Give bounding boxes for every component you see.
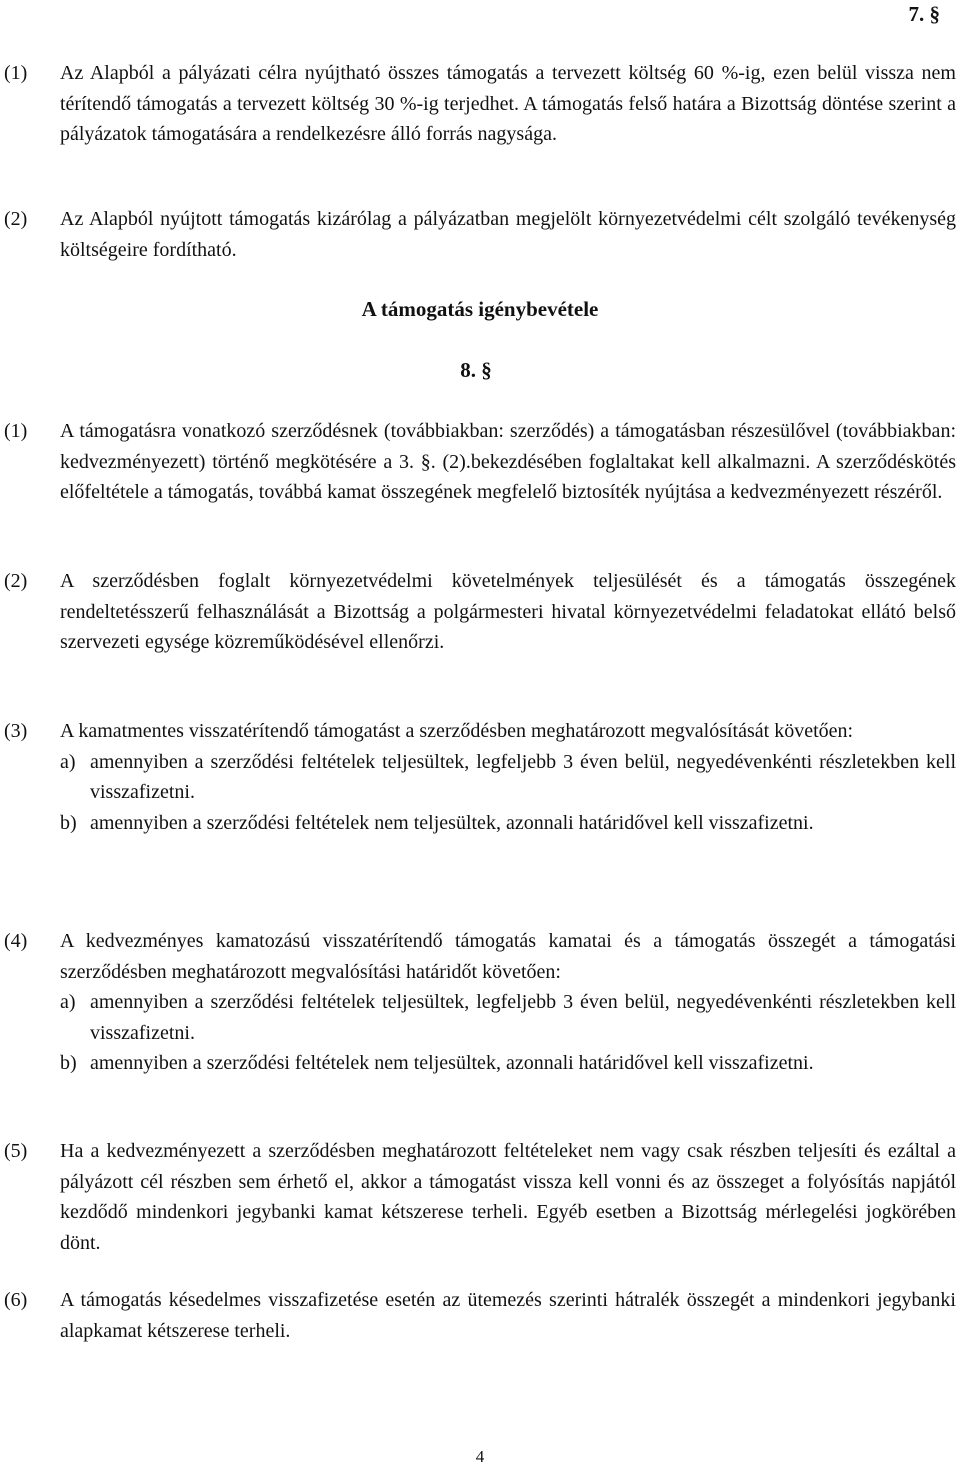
paragraph-8-3 — [4, 716, 956, 838]
subtitle: A támogatás igénybevétele — [361, 297, 599, 321]
list-item — [60, 808, 956, 839]
page-number: 4 — [475, 1447, 485, 1466]
paragraph-number: (1) — [4, 420, 28, 442]
paragraph-number: (1) — [4, 62, 28, 84]
paragraph-text: Az Alapból nyújtott támogatás kizárólag a pályázatban megjelölt környezetvédelmi célt szolgáló tevékenység költségeire fordítható. — [60, 208, 956, 261]
paragraph-text: A kedvezményes kamatozású visszatérítendő támogatás kamatai és a támogatás összegét a támogatási szerződésben meghatározott megvalósítási határidőt követően: — [60, 930, 956, 983]
paragraph-number: (2) — [4, 208, 28, 230]
paragraph-text: A kamatmentes visszatérítendő támogatást a szerződésben meghatározott megvalósítását követően: — [60, 720, 854, 742]
paragraph-8-5 — [4, 1136, 956, 1258]
paragraph-number: (6) — [4, 1289, 28, 1311]
paragraph-text: A szerződésben foglalt környezetvédelmi követelmények teljesülését és a támogatás összegének rendeltetésszerű felhasználását a Bizottság a polgármesteri hivatal környezetvédelmi feladatokat ellátó belső szervezeti egysége közreműködésével ellenőrzi. — [60, 570, 956, 653]
paragraph-8-2 — [4, 566, 956, 658]
paragraph-text: A támogatásra vonatkozó szerződésnek (továbbiakban: szerződés) a támogatásban részesülővel (továbbiakban: kedvezményezett) történő megkötésére a 3. §. (2).bekezdésében foglaltakat kell alkalmazni. A szerződéskötés előfeltétele a támogatás, továbbá kamat összegének megfelelő biztosíték nyújtása a kedvezményezett részéről. — [60, 420, 956, 503]
list-item-label: b) — [60, 1052, 77, 1074]
list-item-text: amennyiben a szerződési feltételek nem teljesültek, azonnali határidővel kell visszafizetni. — [90, 1052, 814, 1074]
list-item-label: a) — [60, 991, 76, 1013]
list-item — [60, 987, 956, 1048]
list-item — [60, 747, 956, 808]
list-item-label: a) — [60, 750, 76, 773]
list-item-label: b) — [60, 811, 77, 834]
list-item-text: amennyiben a szerződési feltételek nem teljesültek, azonnali határidővel kell visszafizetni. — [90, 811, 814, 834]
paragraph-text: Ha a kedvezményezett a szerződésben meghatározott feltételeket nem vagy csak részben teljesíti és ezáltal a pályázott cél részben sem érhető el, akkor a támogatást vissza kell vonni és az összeget a folyósítás napjától kezdődő mindenkori jegybanki kamat kétszerese terheli. Egyéb esetben a Bizottság mérlegelési jogkörében dönt. — [60, 1140, 956, 1254]
paragraph-text: Az Alapból a pályázati célra nyújtható összes támogatás a tervezett költség 60 %-ig, ezen belül vissza nem térítendő támogatás a tervezett költség 30 %-ig terjedhet. A támogatás felső határa a Bizottság döntése szerint a pályázatok támogatására a rendelkezésre álló forrás nagysága. — [60, 62, 956, 145]
paragraph-number: (5) — [4, 1140, 28, 1162]
paragraph-7-2 — [4, 204, 956, 265]
paragraph-number: (2) — [4, 570, 28, 592]
paragraph-7-1 — [4, 58, 956, 150]
section-8-heading: 8. § — [460, 358, 492, 382]
paragraph-text: A támogatás késedelmes visszafizetése esetén az ütemezés szerinti hátralék összegét a mindenkori jegybanki alapkamat kétszerese terheli. — [60, 1289, 956, 1342]
paragraph-8-6 — [4, 1285, 956, 1346]
paragraph-number: (3) — [4, 720, 28, 742]
list-item-text: amennyiben a szerződési feltételek teljesültek, legfeljebb 3 éven belül, negyedévenkénti részletekben kell visszafizetni. — [90, 991, 956, 1044]
section-7-heading: 7. § — [908, 2, 940, 26]
list-item — [60, 1048, 956, 1079]
paragraph-8-1 — [4, 416, 956, 508]
paragraph-number: (4) — [4, 930, 28, 952]
paragraph-8-4 — [4, 926, 956, 1079]
list-item-text: amennyiben a szerződési feltételek teljesültek, legfeljebb 3 éven belül, negyedévenkénti részletekben kell visszafizetni. — [90, 750, 956, 803]
